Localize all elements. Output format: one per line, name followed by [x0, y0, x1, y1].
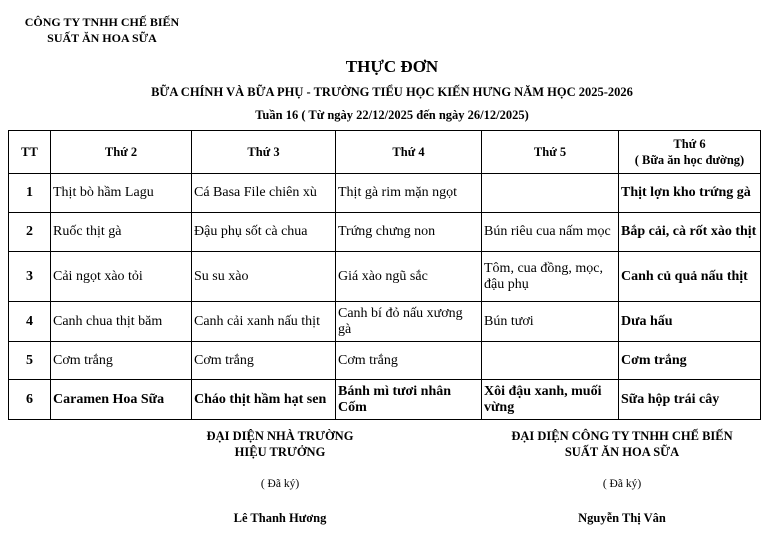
cell-thu4: Giá xào ngũ sắc [336, 252, 482, 302]
signature-left-line1: ĐẠI DIỆN NHÀ TRƯỜNG [206, 429, 354, 443]
cell-thu6: Bắp cải, cà rốt xào thịt [619, 213, 761, 252]
header-thu6-note: ( Bữa ăn học đường) [634, 153, 745, 167]
header-tt: TT [9, 131, 51, 174]
cell-thu5: Xôi đậu xanh, muối vừng [482, 380, 619, 420]
header-thu5: Thứ 5 [482, 131, 619, 174]
cell-thu5 [482, 174, 619, 213]
row-number: 3 [9, 252, 51, 302]
menu-subtitle: BỮA CHÍNH VÀ BỮA PHỤ - TRƯỜNG TIỂU HỌC KIẾN HƯNG NĂM HỌC 2025-2026 [151, 85, 633, 99]
signature-left-name: Lê Thanh Hương [233, 511, 327, 525]
cell-thu2: Thịt bò hầm Lagu [51, 174, 192, 213]
header-thu2: Thứ 2 [51, 131, 192, 174]
table-row [9, 302, 761, 342]
table-row [9, 342, 761, 380]
header-thu3: Thứ 3 [192, 131, 336, 174]
cell-thu4: Canh bí đỏ nấu xương gà [336, 302, 482, 342]
header-thu6-label: Thứ 6 [673, 137, 706, 151]
table-row [9, 252, 761, 302]
cell-thu3: Cháo thịt hầm hạt sen [192, 380, 336, 420]
company-header [22, 14, 182, 46]
company-name-line1: CÔNG TY TNHH CHẾ BIẾN [24, 15, 180, 29]
signature-right-line1: ĐẠI DIỆN CÔNG TY TNHH CHẾ BIẾN [511, 429, 733, 443]
cell-thu6: Thịt lợn kho trứng gà [619, 174, 761, 213]
header-thu6 [619, 131, 761, 174]
header-thu4: Thứ 4 [336, 131, 482, 174]
signature-right-line2: SUẤT ĂN HOA SỮA [564, 445, 680, 459]
cell-thu5: Bún riêu cua nấm mọc [482, 213, 619, 252]
table-row [9, 213, 761, 252]
header-row [9, 131, 761, 174]
table-row [9, 174, 761, 213]
cell-thu5: Bún tươi [482, 302, 619, 342]
week-range: Tuần 16 ( Từ ngày 22/12/2025 đến ngày 26/12/2025) [255, 108, 529, 122]
cell-thu6: Canh củ quả nấu thịt [619, 252, 761, 302]
cell-thu4: Thịt gà rim mặn ngọt [336, 174, 482, 213]
cell-thu3: Cơm trắng [192, 342, 336, 380]
signature-right-note: ( Đã ký) [602, 478, 642, 490]
cell-thu2: Canh chua thịt băm [51, 302, 192, 342]
cell-thu4: Trứng chưng non [336, 213, 482, 252]
cell-thu2: Cơm trắng [51, 342, 192, 380]
row-number: 1 [9, 174, 51, 213]
cell-thu3: Cá Basa File chiên xù [192, 174, 336, 213]
table-row [9, 380, 761, 420]
menu-title: THỰC ĐƠN [345, 57, 439, 76]
row-number: 6 [9, 380, 51, 420]
row-number: 2 [9, 213, 51, 252]
signature-left-note: ( Đã ký) [260, 478, 300, 490]
row-number: 5 [9, 342, 51, 380]
cell-thu6: Cơm trắng [619, 342, 761, 380]
cell-thu5 [482, 342, 619, 380]
cell-thu4: Cơm trắng [336, 342, 482, 380]
row-number: 4 [9, 302, 51, 342]
signature-right [482, 428, 762, 526]
cell-thu2: Caramen Hoa Sữa [51, 380, 192, 420]
cell-thu3: Canh cải xanh nấu thịt [192, 302, 336, 342]
signature-right-name: Nguyễn Thị Vân [578, 511, 666, 525]
company-name-line2: SUẤT ĂN HOA SỮA [47, 31, 157, 45]
cell-thu6: Sữa hộp trái cây [619, 380, 761, 420]
cell-thu5: Tôm, cua đồng, mọc, đậu phụ [482, 252, 619, 302]
cell-thu3: Đậu phụ sốt cà chua [192, 213, 336, 252]
cell-thu2: Ruốc thịt gà [51, 213, 192, 252]
cell-thu3: Su su xào [192, 252, 336, 302]
menu-table [8, 130, 761, 420]
signature-left [150, 428, 410, 526]
cell-thu2: Cải ngọt xào tỏi [51, 252, 192, 302]
cell-thu4: Bánh mì tươi nhân Cốm [336, 380, 482, 420]
cell-thu6: Dưa hấu [619, 302, 761, 342]
signature-left-line2: HIỆU TRƯỞNG [234, 445, 326, 459]
